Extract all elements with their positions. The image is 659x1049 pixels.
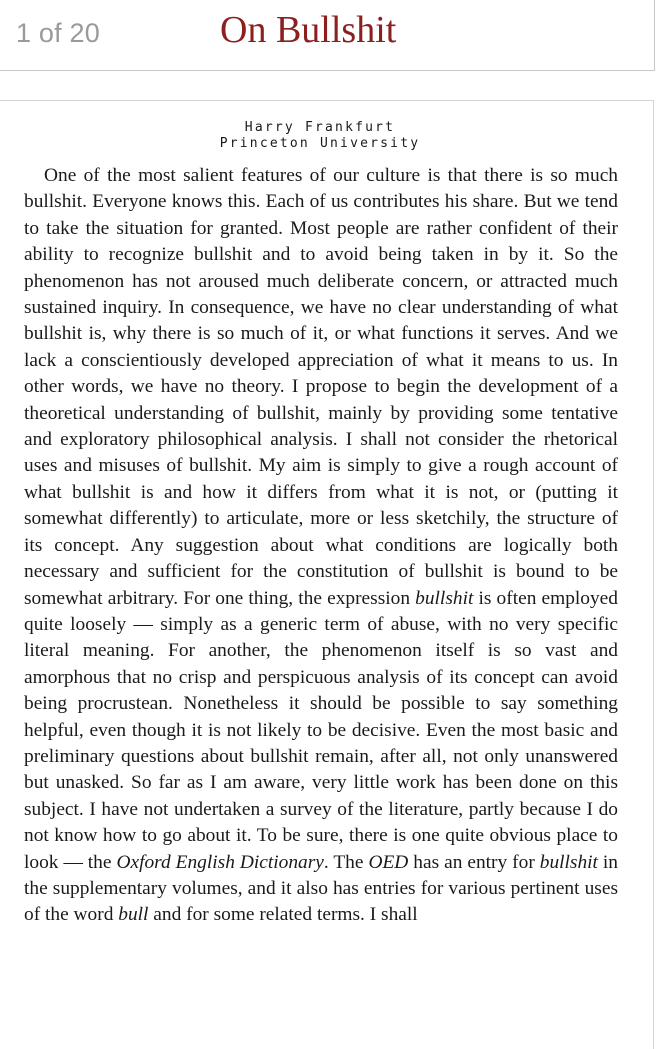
book-title: On Bullshit bbox=[220, 9, 397, 51]
author-affiliation: Princeton University bbox=[219, 136, 421, 151]
italic-term: Oxford English Dictionary bbox=[116, 851, 324, 873]
paragraph-text: has an entry for bbox=[408, 851, 540, 873]
italic-term: bullshit bbox=[415, 587, 474, 609]
paragraph-text: and for some related terms. I shall bbox=[148, 904, 418, 926]
italic-term: bullshit bbox=[539, 851, 598, 873]
reader-page bbox=[0, 100, 654, 1049]
paragraph-text: in the supplementary volumes, and it also has entries for various pertinent uses of the word bbox=[24, 851, 618, 926]
author-block bbox=[0, 120, 640, 152]
paragraph-text: is often employed quite loosely — simply as a generic term of abuse, with no very specific literal meaning. For another, the phenomenon itself is so vast and amorphous that no crisp and perspicuous analysis of its concept can avoid being procrustean. Nonetheless it should be possible to say something helpful, even though it is not likely to be decisive. Even the most basic and preliminary questions about bullshit remain, after all, not only unanswered but unasked. So far as I am aware, very little work has been done on this subject. I have not undertaken a survey of the literature, partly because I do not know how to go about it. To be sure, there is one quite obvious place to look — the bbox=[24, 587, 618, 873]
paragraph-text: . The bbox=[323, 851, 369, 873]
author-name: Harry Frankfurt bbox=[244, 120, 396, 135]
page-counter: 1 of 20 bbox=[16, 18, 100, 48]
italic-term: bull bbox=[118, 904, 149, 926]
paragraph-text: One of the most salient features of our culture is that there is so much bullshit. Everyone knows this. Each of us contributes his share. But we tend to take the situation for granted. Most people are rather confident of their ability to recognize bullshit and to avoid being taken in by it. So the phenomenon has not aroused much deliberate concern, or attracted much sustained inquiry. In consequence, we have no clear understanding of what bullshit is, why there is so much of it, or what functions it serves. And we lack a conscientiously developed appreciation of what it means to us. In other words, we have no theory. I propose to begin the development of a theoretical understanding of bullshit, mainly by providing some tentative and exploratory philosophical analysis. I shall not consider the rhetorical uses and misuses of bullshit. My aim is simply to give a rough account of what bullshit is and how it differs from what it is not, or (putting it somewhat differently) to articulate, more or less sketchily, the structure of its concept. Any suggestion about what conditions are logically both necessary and sufficient for the constitution of bullshit is bound to be somewhat arbitrary. For one thing, the expression bbox=[24, 165, 618, 609]
italic-term: OED bbox=[368, 851, 409, 873]
article-paragraph bbox=[24, 163, 618, 929]
reader-header bbox=[0, 0, 655, 71]
